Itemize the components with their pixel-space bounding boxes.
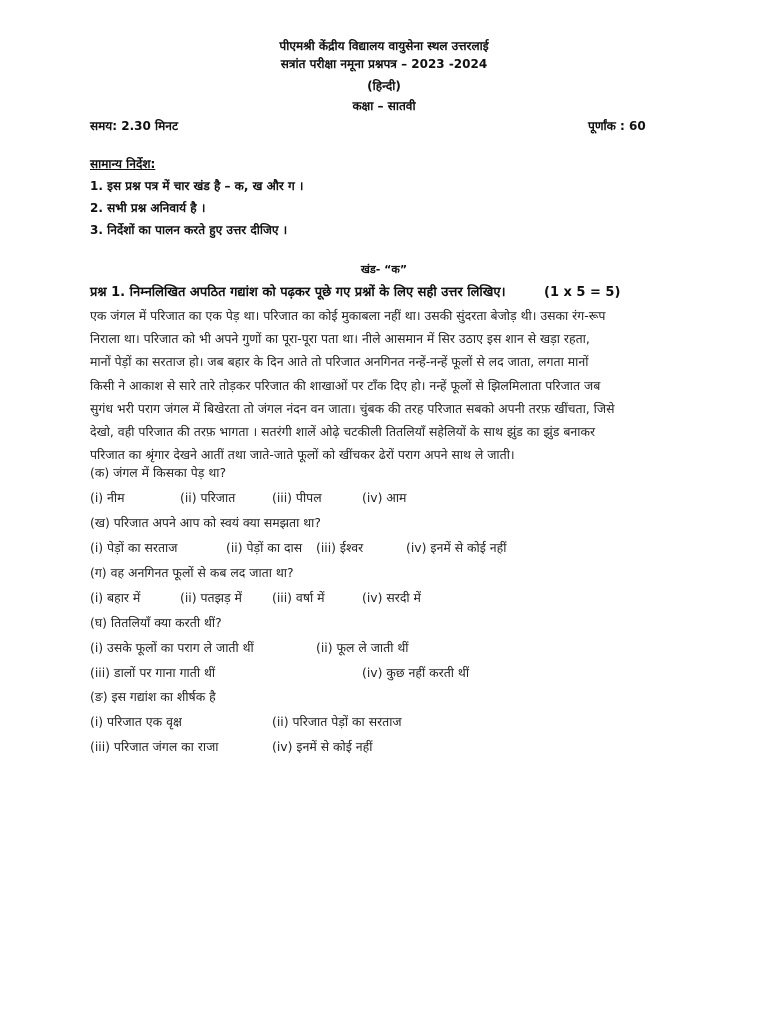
question-heading xyxy=(90,284,621,302)
subject-title: (हिन्दी) xyxy=(367,79,401,93)
option: (iii) पीपल xyxy=(272,490,322,505)
sub-question: (ग) वह अनगिनत फूलों से कब लद जाता था? xyxy=(90,565,294,580)
passage-line: किसी ने आकाश से सारे तारे तोड़कर परिजात की शाखाओं पर टाँक दिए हो। नन्हें फूलों से झिलमिलाता परिजात जब xyxy=(90,377,601,393)
max-marks-label: पूर्णांक : 60 xyxy=(588,119,646,133)
question-marks: (1 x 5 = 5) xyxy=(544,285,621,300)
option: (iii) ईश्वर xyxy=(316,540,364,555)
option: (i) उसके फूलों का पराग ले जाती थीं xyxy=(90,640,254,655)
instruction-item: 2. सभी प्रश्न अनिवार्य है । xyxy=(90,201,206,215)
instructions-title: सामान्य निर्देश: xyxy=(90,157,156,171)
sub-question: (क) जंगल में किसका पेड़ था? xyxy=(90,465,227,480)
passage xyxy=(90,304,690,466)
option: (iv) इनमें से कोई नहीं xyxy=(272,739,373,754)
section-title: खंड- “क” xyxy=(360,263,408,276)
option: (iv) सरदी में xyxy=(362,590,421,605)
option: (i) परिजात एक वृक्ष xyxy=(90,714,182,729)
option: (iv) इनमें से कोई नहीं xyxy=(406,540,507,555)
passage-line: एक जंगल में परिजात का एक पेड़ था। परिजात का कोई मुकाबला नहीं था। उसकी सुंदरता बेजोड़ थी। उसका रंग-रूप xyxy=(90,308,606,323)
time-label: समय: 2.30 मिनट xyxy=(90,119,179,133)
option: (iii) वर्षा में xyxy=(272,590,325,605)
school-name: पीएमश्री केंद्रीय विद्यालय वायुसेना स्थल उत्तरलाई xyxy=(279,39,489,53)
option: (i) बहार में xyxy=(90,590,141,605)
instruction-item: 3. निर्देशों का पालन करते हुए उत्तर दीजिए । xyxy=(90,223,288,237)
sub-question: (ङ) इस गद्यांश का शीर्षक है xyxy=(90,689,216,704)
option: (ii) पतझड़ में xyxy=(180,590,242,605)
instruction-item: 1. इस प्रश्न पत्र में चार खंड है – क, ख और ग । xyxy=(90,179,304,193)
option: (iv) आम xyxy=(362,490,407,505)
passage-line: परिजात का श्रृंगार देखने आतीं तथा जाते-जाते फूलों को खींचकर ढेरों पराग अपने साथ ले जाती। xyxy=(90,447,515,463)
question-text: प्रश्न 1. निम्नलिखित अपठित गद्यांश को पढ़कर पूछे गए प्रश्नों के लिए सही उत्तर लिखिए। xyxy=(90,285,506,300)
passage-line: सुगंध भरी पराग जंगल में बिखेरता तो जंगल नंदन वन जाता। चुंबक की तरह परिजात सबको अपनी तरफ़ खींचता, जिसे xyxy=(90,400,615,416)
passage-line: मानों पेड़ों का सरताज हो। जब बहार के दिन आते तो परिजात अनगिनत नन्हें-नन्हें फूलों से लद जाता, लगता मानों xyxy=(90,354,589,370)
option: (i) नीम xyxy=(90,490,125,505)
exam-title: सत्रांत परीक्षा नमूना प्रश्नपत्र – 2023 -2024 xyxy=(280,57,488,71)
option: (ii) पेड़ों का दास xyxy=(226,540,303,555)
passage-line: देखो, वही परिजात की तरफ़ भागता । सतरंगी शालें ओढ़े चटकीली तितलियाँ सहेलियों के साथ झुंड का झुंड बनाकर xyxy=(90,424,596,440)
option: (iii) डालों पर गाना गाती थीं xyxy=(90,665,216,680)
class-label: कक्षा – सातवी xyxy=(352,99,416,113)
sub-question: (घ) तितलियाँ क्या करती थीं? xyxy=(90,615,222,630)
passage-line: निराला था। परिजात को भी अपने गुणों का पूरा-पूरा पता था। नीले आसमान में सिर उठाए इस शान से खड़ा रहता, xyxy=(90,331,590,347)
option: (ii) परिजात पेड़ों का सरताज xyxy=(272,714,402,729)
option: (ii) फूल ले जाती थीं xyxy=(316,640,409,655)
option: (iv) कुछ नहीं करती थीं xyxy=(362,665,470,680)
option: (ii) परिजात xyxy=(180,490,236,505)
option: (i) पेड़ों का सरताज xyxy=(90,540,178,555)
option: (iii) परिजात जंगल का राजा xyxy=(90,739,219,754)
sub-question: (ख) परिजात अपने आप को स्वयं क्या समझता था? xyxy=(90,515,321,530)
